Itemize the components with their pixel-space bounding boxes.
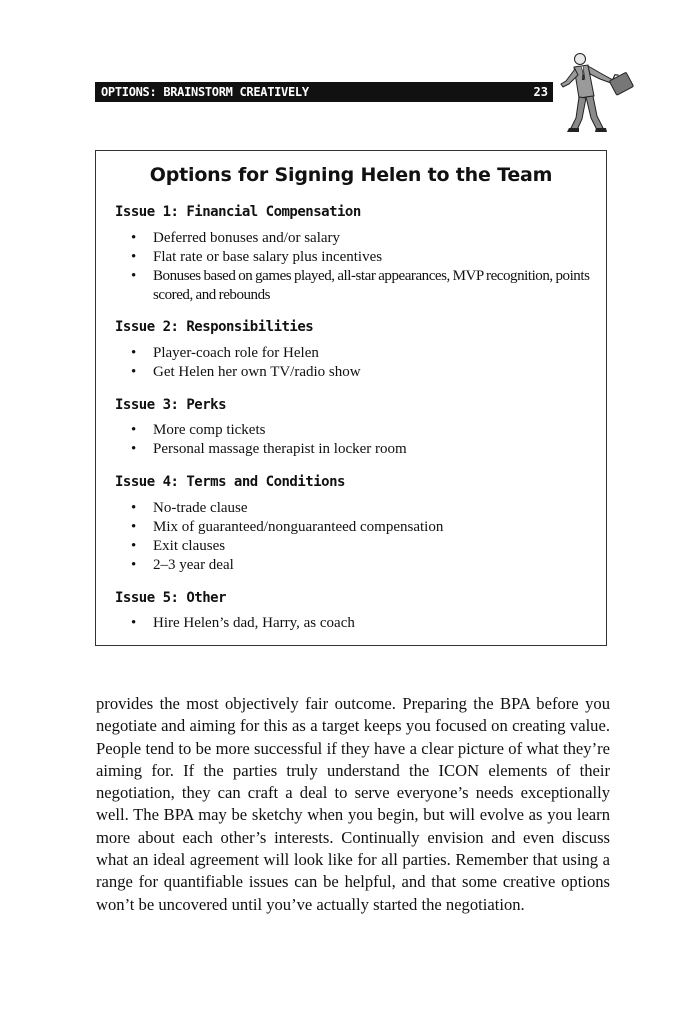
issue-heading: Issue 5: Other bbox=[115, 590, 227, 606]
running-header bbox=[95, 82, 553, 102]
issue-list bbox=[131, 229, 591, 305]
list-item: • 2–3 year deal bbox=[131, 556, 591, 575]
issue-list bbox=[131, 344, 591, 382]
issue-heading: Issue 1: Financial Compensation bbox=[115, 204, 361, 220]
list-item: • Personal massage therapist in locker room bbox=[131, 440, 591, 459]
issue-heading: Issue 2: Responsibilities bbox=[115, 319, 314, 335]
options-sidebar-box bbox=[95, 150, 607, 646]
list-item: • Deferred bonuses and/or salary bbox=[131, 229, 591, 248]
list-item: • Flat rate or base salary plus incentives bbox=[131, 248, 591, 267]
list-item: • Mix of guaranteed/nonguaranteed compensation bbox=[131, 518, 591, 537]
box-title: Options for Signing Helen to the Team bbox=[149, 164, 553, 186]
list-item: • Get Helen her own TV/radio show bbox=[131, 363, 591, 382]
issue-list bbox=[131, 614, 591, 633]
list-item: • More comp tickets bbox=[131, 421, 591, 440]
issue-list bbox=[131, 421, 591, 459]
list-item: • No-trade clause bbox=[131, 499, 591, 518]
issue-list bbox=[131, 499, 591, 575]
list-item: • Player-coach role for Helen bbox=[131, 344, 591, 363]
list-item: • Bonuses based on games played, all-star appearances, MVP recognition, points scored, and rebounds bbox=[131, 267, 591, 305]
list-item: • Hire Helen’s dad, Harry, as coach bbox=[131, 614, 591, 633]
issue-heading: Issue 3: Perks bbox=[115, 397, 227, 413]
chapter-title: OPTIONS: BRAINSTORM CREATIVELY bbox=[101, 85, 309, 99]
page-number: 23 bbox=[533, 85, 548, 99]
body-paragraph: provides the most objectively fair outcome. Preparing the BPA before you negotiate and aiming for this as a target keeps you focused on creating value. People tend to be more successful if they have a clear picture of what they’re aiming for. If the parties truly understand the ICON elements of their negotiation, they can craft a deal to serve everyone’s needs exceptionally well. The BPA may be sketchy when you begin, but will evolve as you learn more about each other’s interests. Continually envision and even discuss what an ideal agreement will look like for all parties. Remember that using a range for quantifiable issues can be helpful, and that some creative options won’t be uncovered until you’ve actually started the negotiation. bbox=[96, 694, 610, 914]
businessman-with-briefcase-icon bbox=[557, 50, 639, 136]
issue-heading: Issue 4: Terms and Conditions bbox=[115, 474, 345, 490]
list-item: • Exit clauses bbox=[131, 537, 591, 556]
